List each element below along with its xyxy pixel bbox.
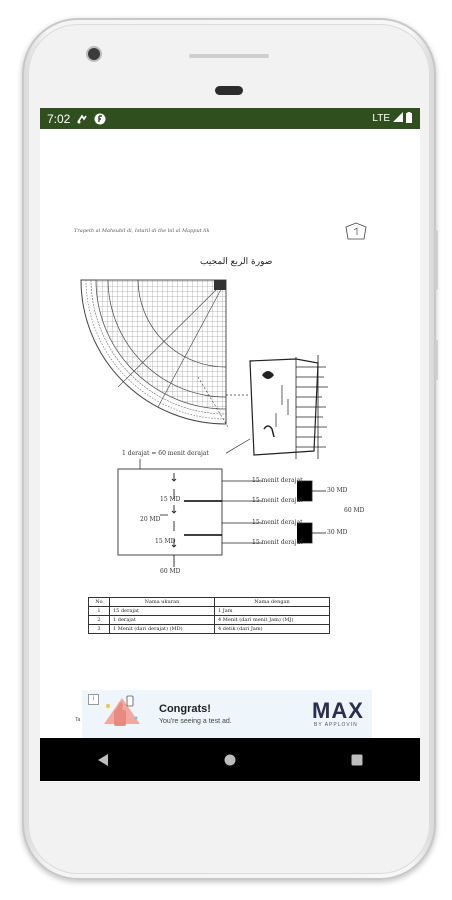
- table-cell: 15 derajat: [110, 607, 215, 616]
- table-cell: 1 derajat: [110, 616, 215, 625]
- ad-brand-logo: MAX: [312, 698, 364, 723]
- pdf-page[interactable]: [40, 129, 420, 689]
- signal-icon: [393, 112, 403, 125]
- table-cell: 4 Menit (dari menit Jam) (MJ): [215, 616, 330, 625]
- flow-left-4: 60 MD: [160, 568, 181, 575]
- ad-title: Congrats!: [159, 703, 211, 715]
- flow-right-1: 15 menit derajat: [252, 477, 303, 484]
- thumbs-up-icon: [100, 694, 144, 734]
- table-row: [89, 625, 330, 634]
- flow-left-3: 15 MD: [155, 538, 176, 545]
- sync-icon: [76, 113, 88, 125]
- battery-icon: [406, 112, 412, 126]
- front-camera: [88, 48, 100, 60]
- flow-left-2: 20 MD: [140, 516, 161, 523]
- table-header: Nama ukuran: [110, 598, 215, 607]
- flow-right-2: 15 menit derajat: [252, 497, 303, 504]
- phone-screen: [40, 108, 420, 781]
- table-cell: 2: [89, 616, 110, 625]
- flow-right-3: 15 menit derajat: [252, 519, 303, 526]
- home-icon: [224, 754, 236, 766]
- recents-button[interactable]: [337, 745, 377, 775]
- speaker-grille: [189, 54, 269, 58]
- home-button[interactable]: [210, 745, 250, 775]
- table-cell: 1: [89, 607, 110, 616]
- back-icon: [97, 753, 109, 767]
- power-button: [435, 340, 438, 380]
- recents-icon: [351, 754, 363, 766]
- status-bar: [40, 108, 420, 129]
- table-header: Nama dengan: [215, 598, 330, 607]
- table-cell: 4 detik (dari Jam): [215, 625, 330, 634]
- table-row: [89, 616, 330, 625]
- document-header-line: Trapeth al Mahsubil di, Istaril di the bil al Mapput lik: [74, 228, 210, 234]
- back-button[interactable]: [83, 745, 123, 775]
- flow-group-1: 30 MD: [327, 487, 348, 494]
- page-fragment-text: Ta: [75, 717, 81, 723]
- detail-inset: [226, 355, 334, 461]
- flow-right-4: 15 menit derajat: [252, 539, 303, 546]
- quadrant-diagram: [78, 277, 230, 427]
- table-header: No: [89, 598, 110, 607]
- status-time: 7:02: [47, 111, 71, 126]
- table-row: [89, 607, 330, 616]
- earpiece: [215, 86, 243, 95]
- ad-subtitle: You're seeing a test ad.: [159, 718, 232, 725]
- table-header-row: [89, 598, 330, 607]
- page-number-icon: [344, 221, 368, 241]
- conversion-table: [88, 597, 330, 634]
- ad-brand-by: BY APPLOVIN: [314, 722, 358, 728]
- flow-group-2: 60 MD: [344, 507, 365, 514]
- table-cell: 1 Jam: [215, 607, 330, 616]
- table-cell: 3: [89, 625, 110, 634]
- ad-banner[interactable]: [82, 690, 372, 738]
- flow-left-1: 15 MD: [160, 496, 181, 503]
- arabic-title: صورة الربع المجيب: [200, 257, 273, 267]
- system-nav-bar: [40, 738, 420, 781]
- table-cell: 1 Menit (dari derajat) (MD): [110, 625, 215, 634]
- volume-button: [435, 230, 438, 290]
- status-right: [372, 112, 412, 126]
- f-badge-icon: [94, 113, 106, 125]
- figure-caption: 1 derajat = 60 menit derajat: [122, 450, 209, 457]
- network-type: LTE: [372, 113, 390, 124]
- flow-group-3: 30 MD: [327, 529, 348, 536]
- ad-info-icon[interactable]: i: [88, 694, 99, 705]
